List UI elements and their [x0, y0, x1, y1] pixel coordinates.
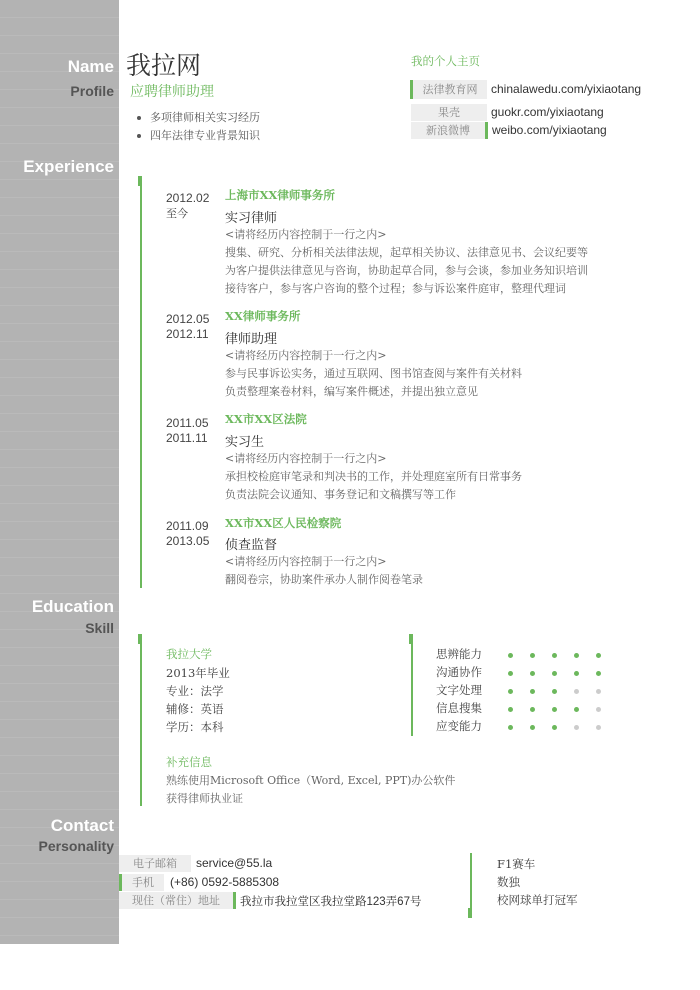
- job-details: <请将经历内容控制于一行之内> 参与民事诉讼实务，通过互联网、图书馆查阅与案件有关材料 负责整理案卷材料，编写案件概述，并提出独立意见: [225, 349, 522, 398]
- extra-info-title: 补充信息: [166, 755, 212, 769]
- skill-name: 沟通协作: [436, 665, 482, 679]
- link-label: 新浪微博: [411, 122, 485, 139]
- highlight-text: 多项律师相关实习经历: [150, 111, 260, 124]
- personality-line: [470, 853, 472, 911]
- section-sub-skill: Skill: [85, 620, 114, 636]
- contact-phone[interactable]: (+86) 0592-5885308: [170, 875, 280, 889]
- skill-dot: [508, 725, 513, 730]
- skill-dot: [530, 653, 535, 658]
- link-label: 法律教育网: [413, 80, 487, 99]
- job-company: 上海市XX律师事务所: [225, 188, 335, 202]
- skill-dot: [596, 707, 601, 712]
- contact-label: 电子邮箱: [119, 855, 191, 872]
- job-date: 2012.05 2012.11: [166, 312, 210, 341]
- link-row-bar: [485, 122, 488, 139]
- bullet-icon: [137, 116, 141, 120]
- skill-name: 文字处理: [436, 683, 482, 697]
- skill-dot: [508, 689, 513, 694]
- personality-item: 数独: [497, 875, 520, 889]
- skill-dot: [596, 671, 601, 676]
- skill-dot: [552, 653, 557, 658]
- section-sub-personality: Personality: [38, 838, 114, 854]
- highlight-text: 四年法律专业背景知识: [150, 129, 260, 142]
- contact-row-bar: [233, 892, 236, 909]
- skill-dot: [574, 653, 579, 658]
- job-role: 实习律师: [225, 211, 278, 226]
- skill-dot: [574, 725, 579, 730]
- skill-dot: [508, 707, 513, 712]
- education-school: 我拉大学: [166, 647, 212, 661]
- section-title-name: Name: [67, 57, 114, 76]
- job-details: <请将经历内容控制于一行之内> 搜集、研究、分析相关法律法规，起草相关协议、法律意见书、会议纪要等 为客户提供法律意见与咨询，协助起草合同，参与会谈，参加业务知识培训 接待客户，参与客户咨询的整个过程；参与诉讼案件庭审，整理代理词: [225, 228, 588, 295]
- personality-item: 校网球单打冠军: [497, 893, 578, 907]
- job-role: 律师助理: [225, 332, 278, 347]
- link-weibo[interactable]: weibo.com/yixiaotang: [492, 123, 607, 137]
- skill-dot: [530, 725, 535, 730]
- job-date: 2012.02 至今: [166, 191, 210, 220]
- skill-name: 信息搜集: [436, 701, 482, 715]
- skill-dot: [552, 689, 557, 694]
- bullet-icon: [137, 134, 141, 138]
- skill-name: 思辨能力: [436, 647, 482, 661]
- job-date: 2011.05 2011.11: [166, 416, 209, 445]
- skill-dot: [552, 707, 557, 712]
- personality-list: [497, 855, 578, 909]
- job-date: 2011.09 2013.05: [166, 519, 210, 548]
- link-chinalawedu[interactable]: chinalawedu.com/yixiaotang: [491, 82, 642, 96]
- personality-bottom-tick: [468, 908, 472, 918]
- job-details: <请将经历内容控制于一行之内> 承担校检庭审笔录和判决书的工作，并处理庭室所有日常事务 负责法院会议通知、事务登记和文稿撰写等工作: [225, 452, 522, 501]
- skills-line: [411, 642, 413, 736]
- link-guokr[interactable]: guokr.com/yixiaotang: [491, 105, 604, 119]
- job-company: XX律师事务所: [225, 309, 301, 323]
- section-title-experience: Experience: [23, 157, 114, 176]
- job-details: <请将经历内容控制于一行之内> 翻阅卷宗，协助案件承办人制作阅卷笔录: [225, 555, 423, 586]
- skill-dot: [508, 671, 513, 676]
- contact-label: 现住（常住）地址: [119, 892, 233, 909]
- skill-dot: [530, 671, 535, 676]
- education-details: 2013年毕业 专业：法学 辅修：英语 学历：本科: [166, 666, 230, 734]
- skill-name: 应变能力: [436, 719, 482, 733]
- skill-dot: [552, 725, 557, 730]
- contact-address: 我拉市我拉堂区我拉堂路123弄67号: [240, 896, 422, 908]
- sidebar-band: [0, 0, 119, 944]
- education-line: [140, 642, 142, 806]
- skill-dot: [530, 707, 535, 712]
- job-company: XX市XX区人民检察院: [225, 516, 342, 530]
- job-company: XX市XX区法院: [225, 412, 307, 426]
- skill-dot: [574, 689, 579, 694]
- section-title-contact: Contact: [50, 816, 114, 835]
- personality-item: F1赛车: [497, 857, 536, 871]
- timeline-line: [140, 184, 142, 588]
- skill-dot: [596, 653, 601, 658]
- skill-dot: [574, 707, 579, 712]
- skill-dot: [596, 725, 601, 730]
- contact-label: 手机: [122, 874, 164, 891]
- homepage-title: 我的个人主页: [411, 54, 480, 68]
- profile-name: 我拉网: [126, 51, 202, 80]
- contact-email[interactable]: service@55.la: [196, 856, 273, 870]
- section-sub-profile: Profile: [70, 83, 114, 99]
- profile-position: 应聘律师助理: [130, 84, 214, 100]
- skill-dot: [552, 671, 557, 676]
- skill-dot: [530, 689, 535, 694]
- job-role: 侦查监督: [225, 538, 278, 553]
- section-title-education: Education: [31, 597, 114, 616]
- skill-dot: [574, 671, 579, 676]
- extra-info-details: 熟练使用Microsoft Office（Word, Excel, PPT)办公软件 获得律师执业证: [166, 774, 456, 805]
- skill-dot: [596, 689, 601, 694]
- link-label: 果壳: [411, 104, 487, 121]
- job-role: 实习生: [225, 435, 265, 450]
- skill-dot: [508, 653, 513, 658]
